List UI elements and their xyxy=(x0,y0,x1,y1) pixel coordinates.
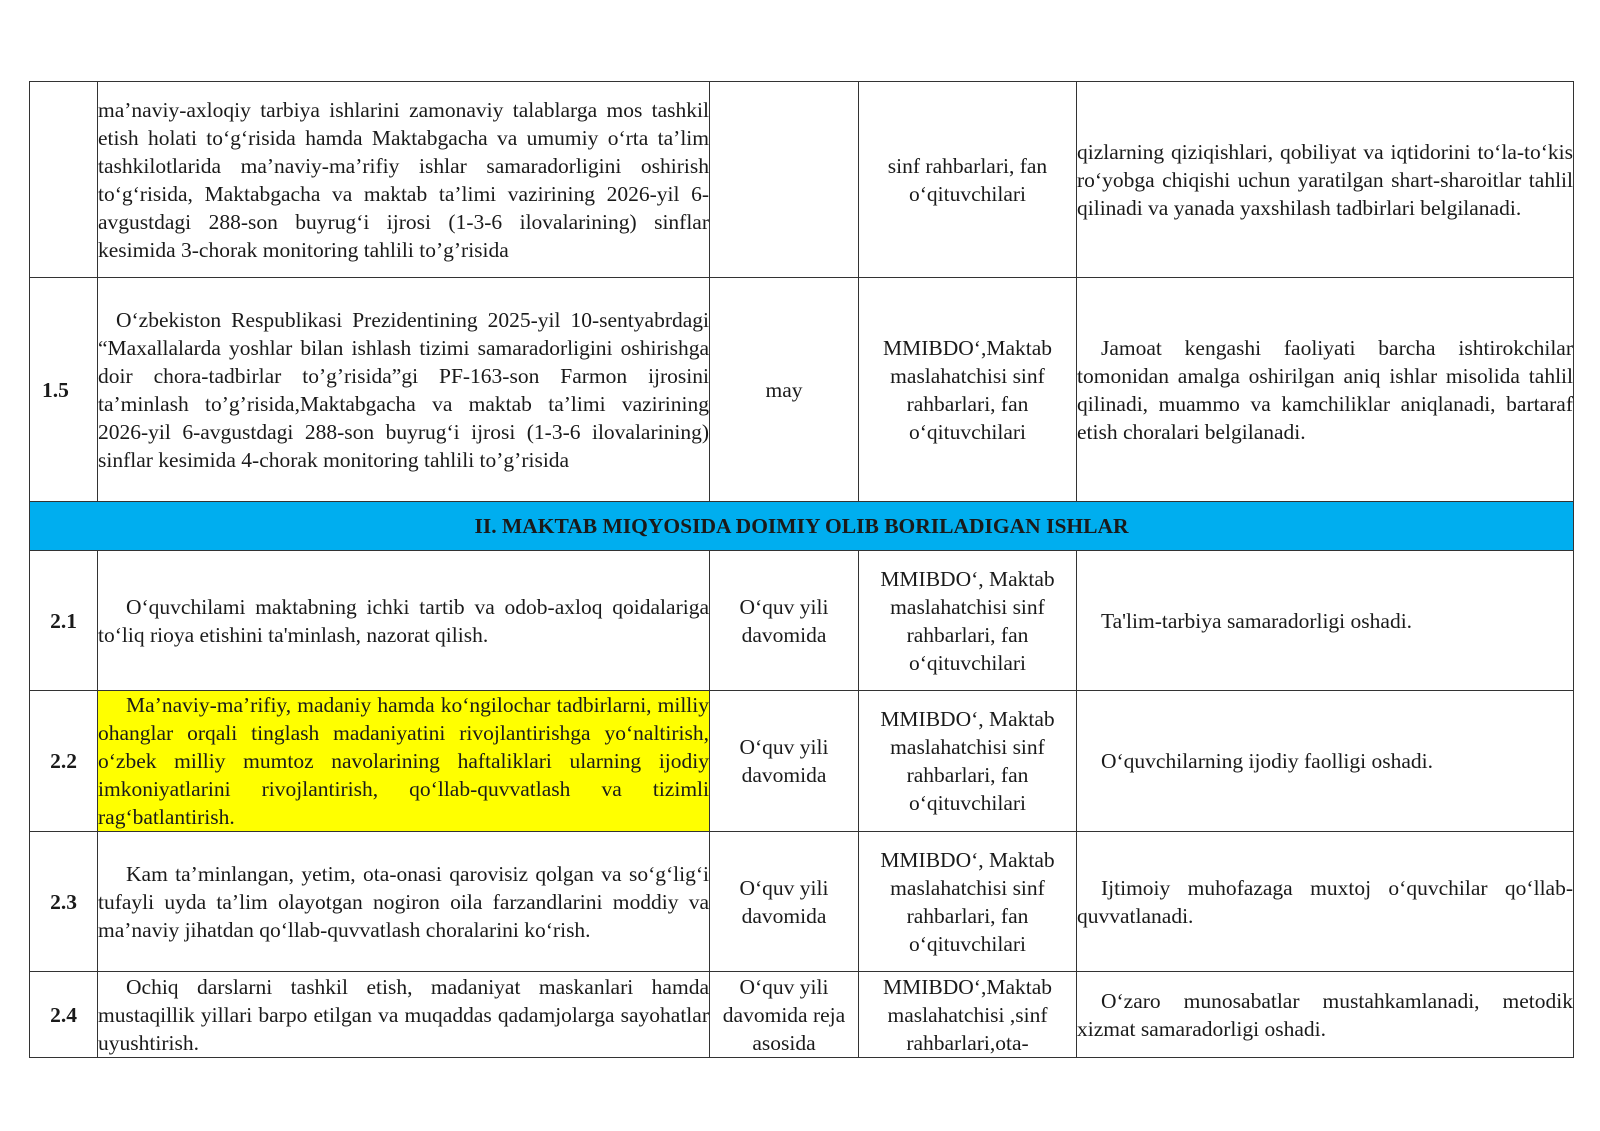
table-row xyxy=(30,832,1574,972)
result-cell xyxy=(1077,972,1574,1058)
activity-cell xyxy=(98,278,710,502)
activity-cell-highlighted xyxy=(98,691,710,832)
work-plan-table xyxy=(29,81,1574,1058)
activity-cell xyxy=(98,972,710,1058)
result-cell xyxy=(1077,551,1574,691)
activity-cell xyxy=(98,832,710,972)
row-number: 1.5 xyxy=(30,278,98,502)
result-text: Ta'lim-tarbiya samaradorligi oshadi. xyxy=(1101,608,1413,633)
activity-text: Ochiq darslarni tashkil etish, madaniyat maskanlari hamda mustaqillik yillari barpo etilgan va muqaddas qadamjolarga sayohatlar uyushtirish. xyxy=(98,974,709,1055)
activity-text: O‘quvchilami maktabning ichki tartib va odob-axloq qoidalariga to‘liq rioya etishini ta'minlash, nazorat qilish. xyxy=(98,594,709,647)
section-header-row xyxy=(30,502,1574,551)
result-text: O‘zaro munosabatlar mustahkamlanadi, metodik xizmat samaradorligi oshadi. xyxy=(1077,988,1573,1041)
deadline-cell: O‘quv yili davomida reja asosida xyxy=(710,972,859,1058)
result-text: Jamoat kengashi faoliyati barcha ishtirokchilar tomonidan amalga oshirilgan aniq ishlar misolida tahlil qilinadi, muammo va kamchiliklar aniqlanadi, bartaraf etish choralari belgilanadi. xyxy=(1077,335,1573,444)
table-row xyxy=(30,551,1574,691)
deadline-cell: O‘quv yili davomida xyxy=(710,551,859,691)
activity-text: O‘zbekiston Respublikasi Prezidentining 2025-yil 10-sentyabrdagi “Maxallalarda yoshlar bilan ishlash tizimi samaradorligini oshirishga doir chora-tadbirlar to’g’risida”gi PF-163-son Farmon ijrosini ta’minlash to’g’risida,Maktabgacha va maktab ta’limi vazirining 2026-yil 6-avgustdagi 288-son buyrug‘i ijrosi (1-3-6 ilovalarining) sinflar kesimida 4-chorak monitoring tahlili to’g’risida xyxy=(98,307,709,472)
result-cell xyxy=(1077,832,1574,972)
result-cell xyxy=(1077,278,1574,502)
table-row xyxy=(30,278,1574,502)
activity-text: Kam ta’minlangan, yetim, ota-onasi qarovisiz qolgan va so‘g‘lig‘i tufayli uyda ta’lim olayotgan nogiron oila farzandlarini moddiy va ma’naviy jihatdan qo‘llab-quvvatlash choralarini ko‘rish. xyxy=(98,861,709,942)
activity-text: ma’naviy-axloqiy tarbiya ishlarini zamonaviy talablarga mos tashkil etish holati to‘g‘risida hamda Maktabgacha va umumiy o‘rta ta’lim tashkilotlarida ma’naviy-ma’rifiy ishlar samaradorligini oshirish to‘g‘risida, Maktabgacha va maktab ta’limi vazirining 2026-yil 6-avgustdagi 288-son buyrug‘i ijrosi (1-3-6 ilovalarining) sinflar kesimida 3-chorak monitoring tahlili to’g’risida xyxy=(98,97,709,262)
result-text: qizlarning qiziqishlari, qobiliyat va iqtidorini to‘la-to‘kis ro‘yobga chiqishi uchun yaratilgan shart-sharoitlar tahlil qilinadi va yanada yaxshilash tadbirlari belgilanadi. xyxy=(1077,139,1573,220)
result-text: O‘quvchilarning ijodiy faolligi oshadi. xyxy=(1101,749,1434,773)
row-number: 2.4 xyxy=(30,972,98,1058)
responsible-cell: MMIBDO‘, Maktab maslahatchisi sinf rahbarlari, fan o‘qituvchilari xyxy=(859,691,1077,832)
row-number xyxy=(30,82,98,278)
row-number: 2.1 xyxy=(30,551,98,691)
activity-cell xyxy=(98,551,710,691)
section-title: II. MAKTAB MIQYOSIDA DOIMIY OLIB BORILADIGAN ISHLAR xyxy=(30,502,1574,551)
activity-cell xyxy=(98,82,710,278)
result-cell xyxy=(1077,691,1574,832)
table-row xyxy=(30,691,1574,832)
deadline-cell xyxy=(710,82,859,278)
deadline-cell: O‘quv yili davomida xyxy=(710,832,859,972)
deadline-cell: may xyxy=(710,278,859,502)
row-number: 2.2 xyxy=(30,691,98,832)
responsible-cell: MMIBDO‘,Maktab maslahatchisi ,sinf rahbarlari,ota- xyxy=(859,972,1077,1058)
responsible-cell: MMIBDO‘, Maktab maslahatchisi sinf rahbarlari, fan o‘qituvchilari xyxy=(859,832,1077,972)
row-number: 2.3 xyxy=(30,832,98,972)
result-text: Ijtimoiy muhofazaga muxtoj o‘quvchilar qo‘llab-quvvatlanadi. xyxy=(1077,875,1573,928)
responsible-cell: MMIBDO‘, Maktab maslahatchisi sinf rahbarlari, fan o‘qituvchilari xyxy=(859,551,1077,691)
table-row xyxy=(30,972,1574,1058)
result-cell xyxy=(1077,82,1574,278)
table-row xyxy=(30,82,1574,278)
responsible-cell: sinf rahbarlari, fan o‘qituvchilari xyxy=(859,82,1077,278)
activity-text: Ma’naviy-ma’rifiy, madaniy hamda ko‘ngilochar tadbirlarni, milliy ohanglar orqali tinglash madaniyatini rivojlantirishga yo‘naltirish, o‘zbek milliy mumtoz navolarining haftaliklari ularning ijodiy imkoniyatlarini rivojlantirish, qo‘llab-quvvatlash va tizimli rag‘batlantirish. xyxy=(98,693,709,829)
deadline-cell: O‘quv yili davomida xyxy=(710,691,859,832)
responsible-cell: MMIBDO‘,Maktab maslahatchisi sinf rahbarlari, fan o‘qituvchilari xyxy=(859,278,1077,502)
